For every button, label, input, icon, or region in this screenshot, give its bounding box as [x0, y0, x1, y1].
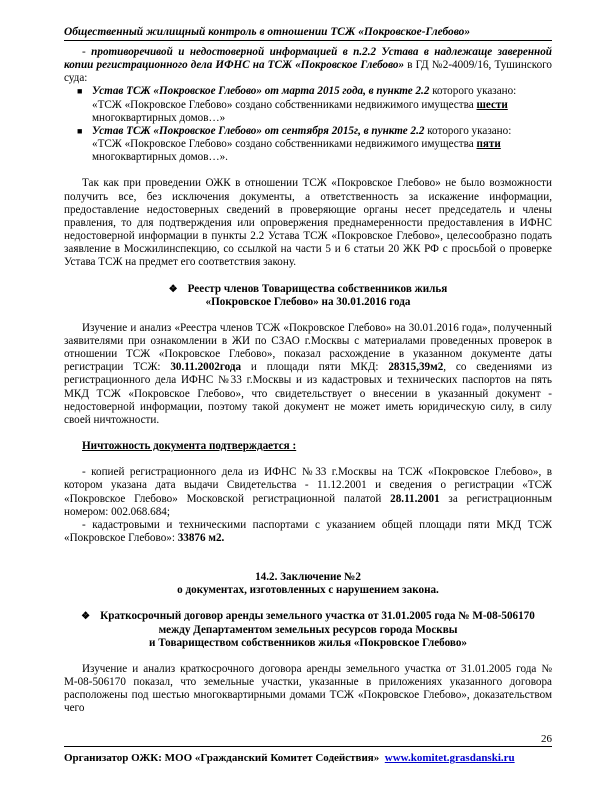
bullet-quote-key: шести [476, 98, 508, 111]
section-heading-lease [64, 610, 552, 649]
evidence-item-1 [64, 466, 552, 519]
diamond-bullet-icon: ❖ [168, 283, 178, 295]
bullet-quote-pre: «ТСЖ «Покровское Глебово» создано собственниками недвижимого имущества [92, 98, 477, 111]
evidence-item-2 [64, 519, 552, 545]
intro-paragraph [64, 46, 552, 85]
registry-area: 28315,39м2 [388, 361, 444, 374]
evidence-text-pre: - копией регистрационного дела из ИФНС №33 г.Москвы на ТСЖ «Покровское Глебово», в котором указана дата выдачи Свидетельства - 11.12.2001 и сведения о регистрации «ТСЖ «Покровское Глебово» Московской регистрационной палатой [64, 466, 552, 505]
evidence-text-pre: - кадастровыми и техническими паспортами с указанием общей площади пяти МКД ТСЖ «Покровское Глебово»: [64, 518, 552, 544]
paragraph-registry-analysis [64, 322, 552, 427]
intro-bold-text: противоречивой и недостоверной информацией в п.2.2 Устава в надлежаще заверенной копии регистрационного дела ИФНС на ТСЖ «Покровское Глебово» [64, 46, 553, 72]
section-heading-line2: «Покровское Глебово» на 30.01.2016 года [205, 295, 411, 308]
intro-prefix: - [82, 46, 92, 58]
evidence-area: 33876 м2. [177, 532, 225, 544]
lease-heading-line1: Краткосрочный договор аренды земельного участка от 31.01.2005 года № М-08-506170 [100, 610, 535, 623]
evidence-date: 28.11.2001 [390, 492, 440, 505]
bullet-bold-text: Устав ТСЖ «Покровское Глебово» от сентября 2015г, в пункте 2.2 [92, 124, 425, 137]
registry-text-mid: и площади пяти МКД: [241, 361, 389, 374]
intro-rest-text: в ГД №2-4009/16, Тушинского суда: [64, 59, 553, 85]
bullet-quote-post: многоквартирных домов…». [92, 151, 228, 164]
nullity-heading: Ничтожность документа подтверждается : [82, 440, 297, 453]
conclusion-line1: 14.2. Заключение №2 [255, 571, 361, 584]
bullet-quote-pre: «ТСЖ «Покровское Глебово» создано собственниками недвижимого имущества [92, 138, 477, 151]
bullet-after-text: которого указано: [424, 124, 512, 137]
page-footer [64, 752, 515, 764]
paragraph-verification: Так как при проведении ОЖК в отношении ТСЖ «Покровское Глебово» не было возможности получить все, без исключения документы, а ответственность за искажение информации, предоставление недостоверных сведений в проверяющие органы несет председатель и члены правления, то для подтверждения или опровержения преднамеренности предоставления в ИФНС недостоверной информации в пункты 2.2 Устава ТСЖ «Покровское Глебово», целесообразно подать заявление в Мосжилинспекцию, со ссылкой на части 5 и 6 статьи 20 ЖК РФ с просьбой о проверке Устава ТСЖ на предмет его соответствия закону. [64, 177, 552, 269]
diamond-bullet-icon: ❖ [81, 611, 91, 623]
list-item [64, 125, 552, 164]
bullet-quote-post: многоквартирных домов…» [92, 111, 226, 124]
registry-text-pre: Изучение и анализ «Реестра членов ТСЖ «Покровское Глебово» на 30.01.2016 года», полученный заявителями при ознакомлении в ЖИ по СЗАО г.Москвы с материалами проведенных проверок в отношении ТСЖ «Покровское Глебово», показал расхождение в указанном документе даты регистрации ТСЖ: [64, 321, 552, 374]
section-heading-line1: Реестр членов Товарищества собственников жилья [187, 282, 448, 295]
conclusion-line2: о документах, изготовленных с нарушением закона. [177, 584, 439, 597]
paragraph-lease-analysis: Изучение и анализ краткосрочного договора аренды земельного участка от 31.01.2005 года № М-08-506170 показал, что земельные участки, указанные в приложениях указанного договора расположены под шестью многоквартирными домами ТСЖ «Покровское Глебово», доказательством чего [64, 662, 552, 715]
conclusion-heading [64, 571, 552, 597]
bullet-bold-text: Устав ТСЖ «Покровское Глебово» от марта 2015 года, в пункте 2.2 [92, 85, 430, 98]
bullet-after-text: которого указано: [429, 85, 517, 98]
registry-date: 30.11.2002года [170, 361, 242, 374]
page-content [64, 46, 552, 716]
registry-text-post: , со сведениями из регистрационного дела ИФНС №33 г.Москвы и из кадастровых и технических паспортов на пять МКД ТСЖ «Покровское Глебово», что свидетельствует о внесении в указанный документ - недостоверной информации, поэтому такой документ не может иметь юридическую силу, в силу своей ничтожности. [64, 361, 552, 426]
footer-rule [64, 746, 552, 747]
footer-website-link[interactable]: www.komitet.grasdanski.ru [384, 752, 515, 764]
page-header: Общественный жилищный контроль в отношении ТСЖ «Покровское-Глебово» [64, 26, 552, 41]
bullet-quote-key: пяти [476, 138, 501, 151]
section-heading-registry [64, 283, 552, 309]
charter-bullet-list [64, 85, 552, 164]
evidence-text-post: за регистрационным номером: 002.068.684; [64, 492, 552, 518]
square-bullet-icon: ■ [77, 125, 83, 136]
page-number: 26 [541, 733, 552, 745]
list-item [64, 85, 552, 124]
square-bullet-icon: ■ [77, 86, 83, 97]
lease-heading-line2: между Департаментом земельных ресурсов города Москвы [158, 623, 458, 636]
lease-heading-line3: и Товариществом собственников жилья «Покровское Глебово» [149, 636, 467, 649]
footer-organizer: Организатор ОЖК: МОО «Гражданский Комитет Содействия» [64, 752, 380, 764]
